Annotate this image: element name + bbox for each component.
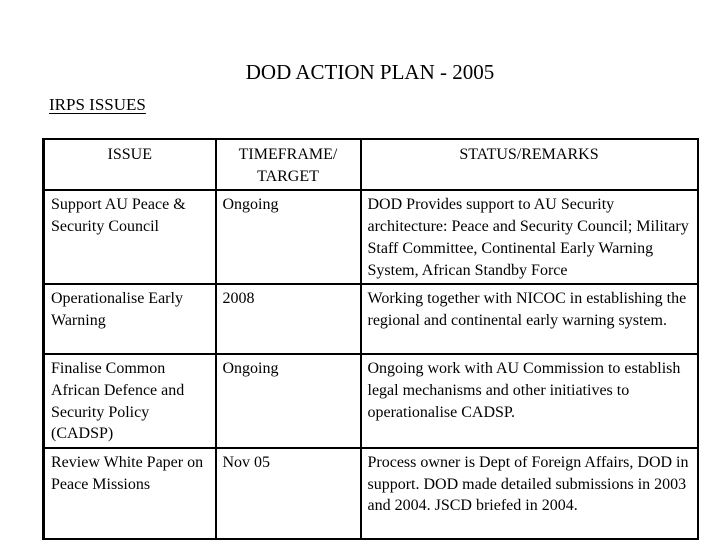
- issue-cell: Support AU Peace & Security Council: [44, 190, 216, 284]
- timeframe-cell: Ongoing: [216, 354, 361, 448]
- page-title: DOD ACTION PLAN - 2005: [245, 60, 495, 84]
- status-cell: Working together with NICOC in establishing the regional and continental early warning system.: [361, 284, 698, 354]
- header-status: STATUS/REMARKS: [361, 139, 698, 190]
- timeframe-cell: Ongoing: [216, 190, 361, 284]
- timeframe-cell: Nov 05: [216, 448, 361, 539]
- table-header-row: [44, 139, 698, 190]
- table-row: [44, 448, 698, 539]
- header-timeframe: TIMEFRAME/ TARGET: [216, 139, 361, 190]
- status-cell: Process owner is Dept of Foreign Affairs, DOD in support. DOD made detailed submissions in 2003 and 2004. JSCD briefed in 2004.: [361, 448, 698, 539]
- issue-cell: Finalise Common African Defence and Security Policy (CADSP): [44, 354, 216, 448]
- action-plan-table: [42, 138, 699, 540]
- issue-cell: Review White Paper on Peace Missions: [44, 448, 216, 539]
- table-row: [44, 354, 698, 448]
- timeframe-cell: 2008: [216, 284, 361, 354]
- issue-cell: Operationalise Early Warning: [44, 284, 216, 354]
- table-row: [44, 284, 698, 354]
- section-heading: IRPS ISSUES: [49, 95, 146, 114]
- table-row: [44, 190, 698, 284]
- header-issue: ISSUE: [44, 139, 216, 190]
- status-cell: DOD Provides support to AU Security architecture: Peace and Security Council; Military Staff Committee, Continental Early Warning System, African Standby Force: [361, 190, 698, 284]
- status-cell: Ongoing work with AU Commission to establish legal mechanisms and other initiatives to operationalise CADSP.: [361, 354, 698, 448]
